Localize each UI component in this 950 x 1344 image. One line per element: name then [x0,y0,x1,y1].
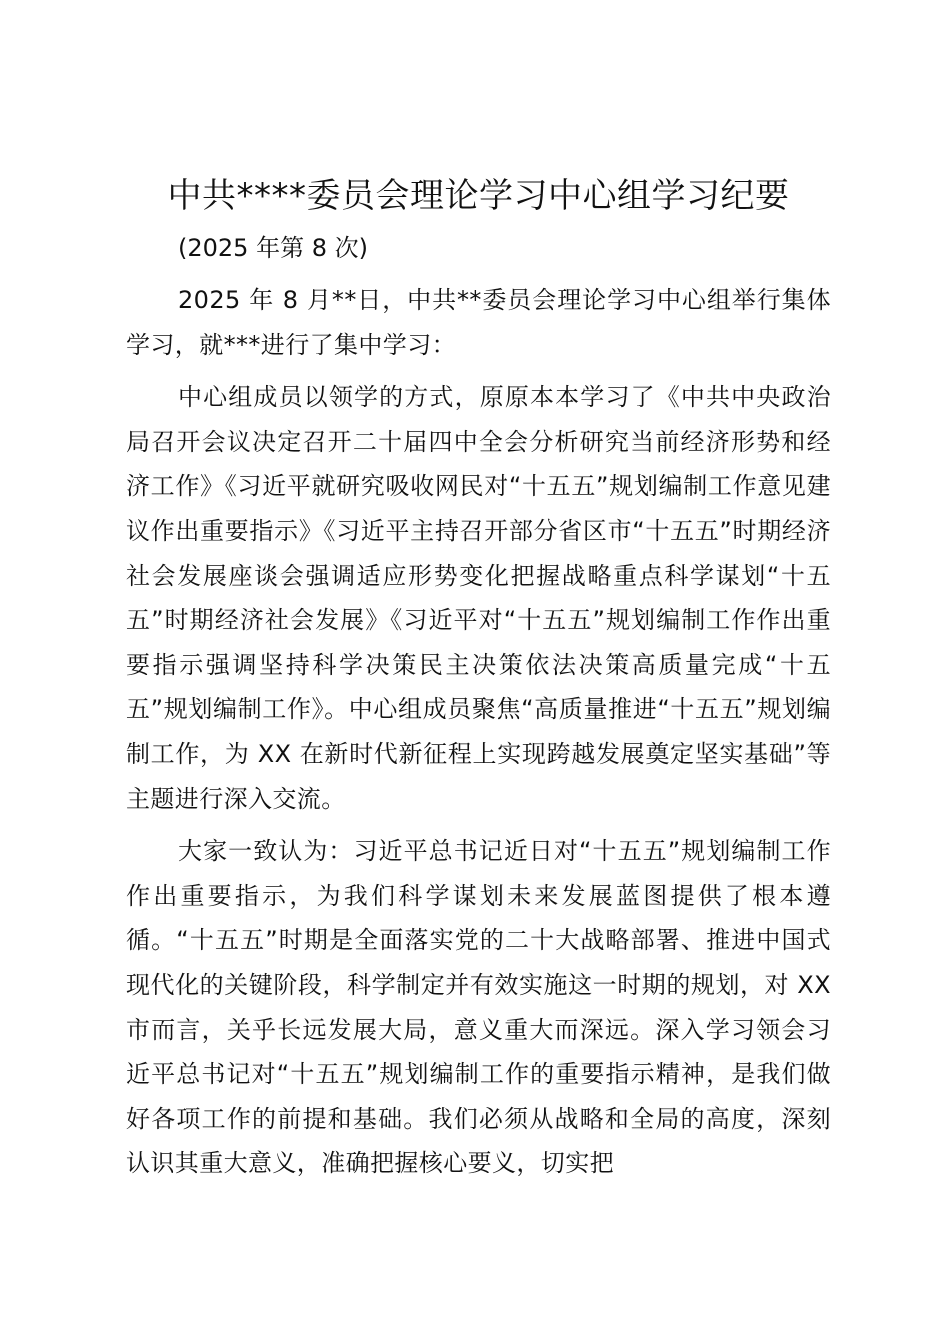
document-title: 中共****委员会理论学习中心组学习纪要 [167,176,790,216]
paragraph-study-content: 中心组成员以领学的方式，原原本本学习了《中共中央政治局召开会议决定召开二十届四中全会分析研究当前经济形势和经济工作》《习近平就研究吸收网民对“十五五”规划编制工作意见建议作出重要指示》《习近平主持召开部分省区市“十五五”时期经济社会发展座谈会强调适应形势变化把握战略重点科学谋划“十五五”时期经济社会发展》《习近平对“十五五”规划编制工作作出重要指示强调坚持科学决策民主决策依法决策高质量完成“十五五”规划编制工作》。中心组成员聚焦“高质量推进“十五五”规划编制工作，为 XX 在新时代新征程上实现跨越发展奠定坚实基础”等主题进行深入交流。 [126,383,831,813]
document-subtitle: (2025 年第 8 次) [178,234,368,262]
paragraph-consensus: 大家一致认为：习近平总书记近日对“十五五”规划编制工作作出重要指示，为我们科学谋划未来发展蓝图提供了根本遵循。“十五五”时期是全面落实党的二十大战略部署、推进中国式现代化的关键阶段，科学制定并有效实施这一时期的规划，对 XX 市而言，关乎长远发展大局，意义重大而深远。深入学习领会习近平总书记对“十五五”规划编制工作的重要指示精神，是我们做好各项工作的前提和基础。我们必须从战略和全局的高度，深刻认识其重大意义，准确把握核心要义，切实把 [126,837,831,1178]
paragraph-meeting-info: 2025 年 8 月**日，中共**委员会理论学习中心组举行集体学习，就***进行了集中学习： [126,286,831,359]
document-body [126,170,831,1186]
